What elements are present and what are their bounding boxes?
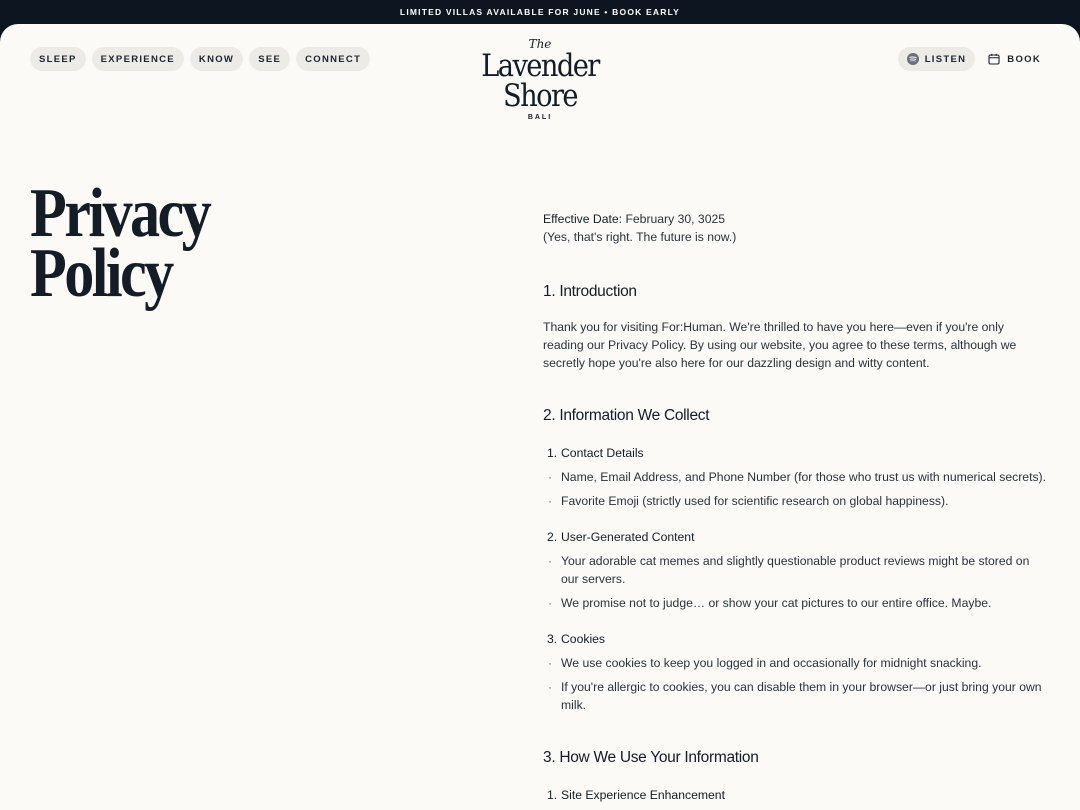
page [0, 24, 1080, 810]
title-line2: Policy [30, 235, 172, 312]
list-item-number: 2. [547, 530, 558, 544]
use-heading: 3. How We Use Your Information [543, 749, 759, 766]
bullet-text: Your adorable cat memes and slightly questionable product reviews might be stored on our servers. [561, 554, 1030, 586]
list-item-label: Cookies [561, 632, 606, 646]
logo-line1: Lavender [481, 48, 599, 84]
listen-label: LISTEN [924, 53, 967, 65]
collect-list [543, 444, 1048, 714]
effective-label: Effective Date: [543, 212, 623, 226]
bullet-text: Name, Email Address, and Phone Number (for those who trust us with numerical secrets). [561, 470, 1046, 484]
bullet: · If you're allergic to cookies, you can disable them in your browser—or just bring your own milk. [543, 678, 1048, 714]
nav-see[interactable]: SEE [249, 47, 290, 71]
announcement-bar[interactable] [0, 0, 1080, 24]
effective-date-value: February 30, 3025 [625, 212, 726, 226]
nav-sleep[interactable]: SLEEP [30, 47, 86, 71]
list-item-title [547, 444, 1048, 462]
nav-know[interactable]: KNOW [190, 47, 243, 71]
announcement-text[interactable]: LIMITED VILLAS AVAILABLE FOR JUNE • BOOK EARLY [399, 7, 681, 17]
nav-connect[interactable]: CONNECT [296, 47, 370, 71]
bullet: · We use cookies to keep you logged in and occasionally for midnight snacking. [543, 654, 1048, 672]
list-item-label: Site Experience Enhancement [561, 788, 725, 802]
effective-date [543, 210, 1048, 228]
bullet: · We promise not to judge… or show your cat pictures to our entire office. Maybe. [543, 594, 1048, 612]
effective-note: (Yes, that's right. The future is now.) [543, 230, 737, 244]
bullet-text: If you're allergic to cookies, you can disable them in your browser—or just bring your own milk. [561, 680, 1042, 712]
book-button[interactable] [979, 47, 1050, 71]
bullet: · Your adorable cat memes and slightly questionable product reviews might be stored on our servers. [543, 552, 1048, 588]
intro-text: Thank you for visiting For:Human. We're thrilled to have you here—even if you're only reading our Privacy Policy. By using our website, you agree to these terms, although we secretly hope you're also here for our dazzling design and witty content. [543, 320, 1017, 370]
spotify-icon [907, 53, 919, 65]
main-nav [30, 47, 370, 71]
book-label: BOOK [1007, 53, 1041, 65]
policy-content [543, 210, 1048, 804]
listen-button[interactable] [898, 47, 976, 71]
logo[interactable] [473, 37, 607, 121]
list-item-label: User-Generated Content [561, 530, 695, 544]
collect-heading: 2. Information We Collect [543, 407, 710, 424]
list-item-title [547, 786, 1048, 804]
bullet-text: We use cookies to keep you logged in and occasionally for midnight snacking. [561, 656, 982, 670]
list-item-number: 1. [547, 446, 558, 460]
logo-the: The [528, 37, 552, 51]
list-item-number: 3. [547, 632, 558, 646]
calendar-icon [988, 53, 1000, 65]
bullet-text: Favorite Emoji (strictly used for scientific research on global happiness). [561, 494, 949, 508]
nav-experience[interactable]: EXPERIENCE [92, 47, 184, 71]
logo-sub: BALI [527, 114, 553, 121]
list-item-title [547, 528, 1048, 546]
page-title [30, 175, 210, 312]
header-actions [898, 47, 1050, 71]
intro-heading: 1. Introduction [543, 283, 637, 300]
bullet: · Name, Email Address, and Phone Number (for those who trust us with numerical secrets). [548, 470, 1046, 484]
list-item-title [547, 630, 1048, 648]
use-list [543, 786, 1048, 804]
logo-line2: Shore [503, 78, 577, 114]
bullet: · Favorite Emoji (strictly used for scientific research on global happiness). [543, 492, 1048, 510]
title-line1: Privacy [30, 175, 210, 252]
bullet-text: We promise not to judge… or show your cat pictures to our entire office. Maybe. [561, 596, 992, 610]
list-item-number: 1. [547, 788, 558, 802]
list-item-label: Contact Details [561, 446, 644, 460]
